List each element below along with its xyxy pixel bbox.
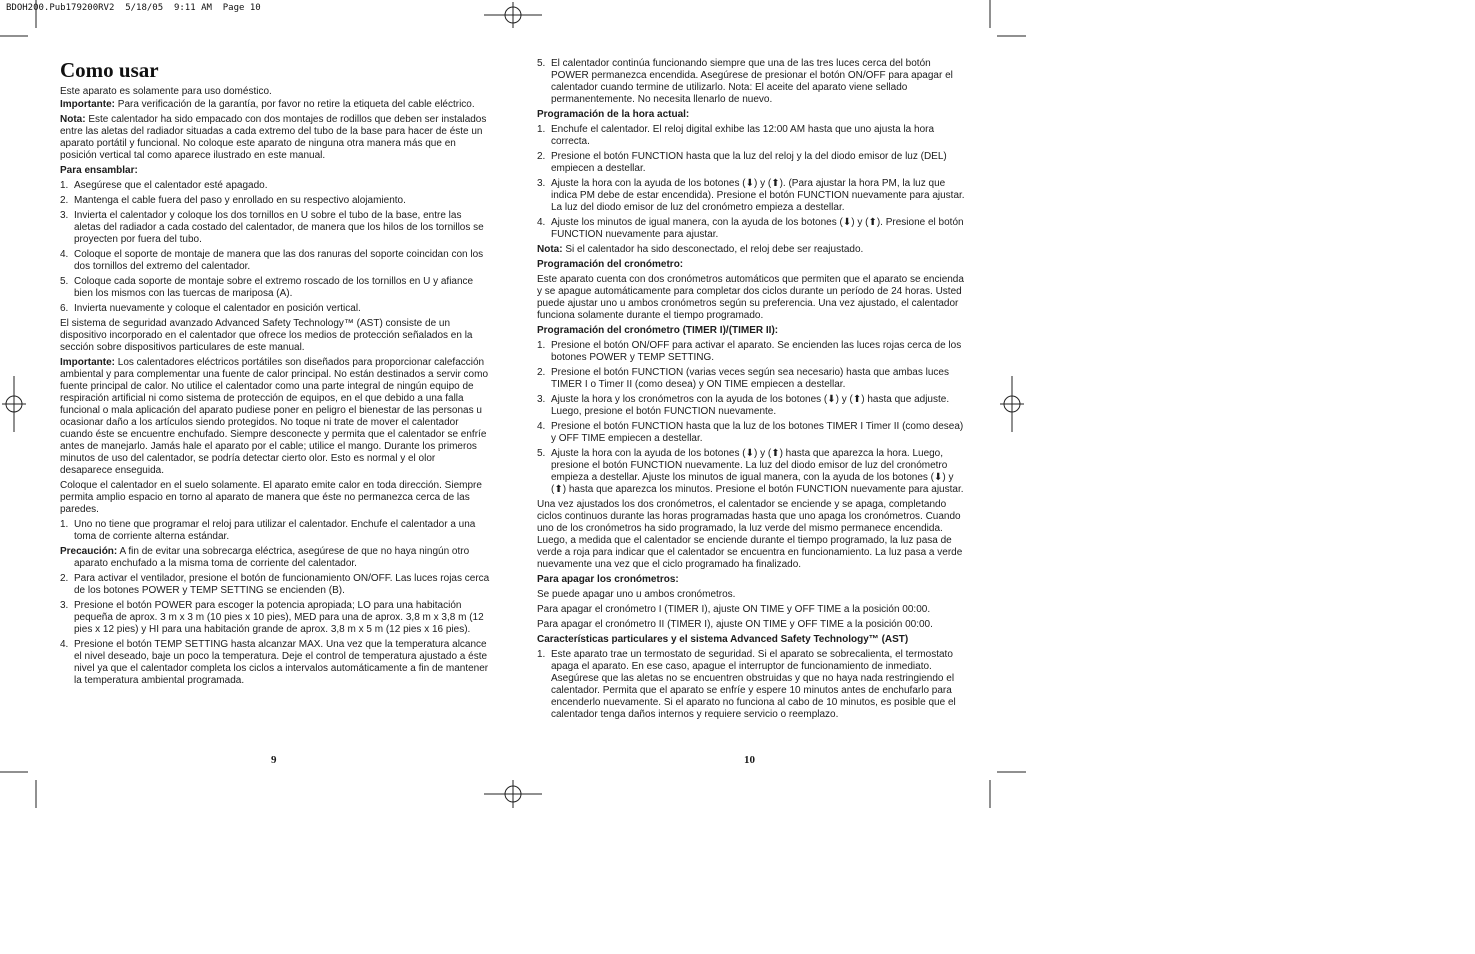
apagar-paragraph-2: Para apagar el cronómetro I (TIMER I), ajuste ON TIME y OFF TIME a la posición 00:00. [537,604,931,615]
precaucion-paragraph: Precaución: A fin de evitar una sobrecarga eléctrica, asegúrese de que no haya ningún otro aparato enchufado a la misma toma de corriente del calentador. [60,546,470,569]
list-item: 2. Presione el botón FUNCTION (varias veces según sea necesario) hasta que ambas luces TIMER I o Timer II (como desea) y ON TIME empiecen a destellar. [537,367,949,390]
print-slug: BDOH200.Pub179200RV2 5/18/05 9:11 AM Page 10 [6,3,261,13]
list-item: 1. Presione el botón ON/OFF para activar el aparato. Se encienden las luces rojas cerca de los botones POWER y TEMP SETTING. [537,340,962,363]
list-item: 2. Para activar el ventilador, presione el botón de funcionamiento ON/OFF. Las luces rojas cerca de los botones POWER y TEMP SETTING se encienden (B). [60,573,490,596]
arrow-down-icon: ⬇ [842,217,852,228]
list-item: 5. El calentador continúa funcionando siempre que una de las tres luces cerca del botón POWER permanezca encendida. Asegúrese de presionar el botón ON/OFF para apagar el calentador cuando termine de utilizarlo. Nota: El aceite del aparato viene sellado permanentemente. No necesita llenarlo de nuevo. [537,58,953,105]
timer-cycles-paragraph: Una vez ajustados los dos cronómetros, el calentador se enciende y se apaga, completando ciclos continuos durante las horas programadas hasta que uno apaga los cronómetros. Cuando uno de los cronómetros ha sido programado, la luz verde del mismo permanece encendida. Luego, a medida que el calentador se enciende durante el tiempo programado, la luz pasa de verde a roja para indicar que el calentador se encuentra en funcionamiento. La luz pasa a verde nuevamente una vez que el ciclo programado ha finalizado. [537,499,963,570]
apagar-paragraph-3: Para apagar el cronómetro II (TIMER I), ajuste ON TIME y OFF TIME a la posición 00:00. [537,619,933,630]
heading-ensamblar: Para ensamblar: [60,165,138,176]
timer-intro-paragraph: Este aparato cuenta con dos cronómetros automáticos que permiten que el aparato se encienda y se apague automáticamente para completar dos ciclos durante un período de 24 horas. Usted puede ajustar uno u ambos cronómetros según su preferencia. Una vez ajustado, el calentador funciona solamente durante el tiempo programado. [537,274,964,321]
importante-warranty-paragraph: Importante: Para verificación de la garantía, por favor no retire la etiqueta del cable eléctrico. [60,99,475,110]
timer-steps-list [537,340,970,496]
nota-reset-paragraph: Nota: Si el calentador ha sido desconectado, el reloj debe ser reajustado. [537,244,864,255]
heading-apagar: Para apagar los cronómetros: [537,574,679,585]
arrow-up-icon: ⬆ [771,448,780,459]
heading-timer: Programación del cronómetro (TIMER I)/(TIMER II): [537,325,779,336]
list-item: 4. Presione el botón TEMP SETTING hasta alcanzar MAX. Una vez que la temperatura alcance el nivel deseado, baje un poco la temperatura. Deje el control de temperatura ajustado a éste nivel ya que el calentador completa los ciclos a intervalos automáticamente a fin de mantener la temperatura ambiental programada. [60,639,489,686]
arrow-up-icon: ⬆ [852,394,862,405]
list-item: 6. Invierta nuevamente y coloque el calentador en posición vertical. [60,303,361,314]
floor-placement-paragraph: Coloque el calentador en el suelo solamente. El aparato emite calor en toda dirección. Siempre permita amplio espacio en torno al aparato de manera que éste no permanezca cerca de las paredes. [60,480,482,515]
usage-steps-list-continued [60,573,490,687]
list-item: 3. Ajuste la hora con la ayuda de los botones (⬇) y (⬆). (Para ajustar la hora PM, la luz que indica PM debe de estar encendida). Presione el botón FUNCTION nuevamente para ajustar. La luz del diodo emisor de luz del cronómetro empieza a destellar. [537,178,965,213]
arrow-up-icon: ⬆ [868,217,877,228]
list-item: 1. Asegúrese que el calentador esté apagado. [60,180,268,191]
list-item: 1. Este aparato trae un termostato de seguridad. Si el aparato se sobrecalienta, el termostato apaga el aparato. En ese caso, apague el interruptor de funcionamiento de inmediato. Asegúrese que las aletas no se encuentren obstruidas y que no haya nada restringiendo el calentador. Permita que el aparato se enfríe y espere 10 minutos antes de enchufarlo para encenderlo nuevamente. Si el aparato no funciona al cabo de 10 minutos, es posible que el calentador tenga daños internos y requiere servicio o reemplazo. [537,649,956,720]
clock-steps-list [537,124,970,241]
list-item: 3. Presione el botón POWER para escoger la potencia apropiada; LO para una habitación pequeña de aprox. 3 m x 3 m (10 pies x 10 pies), MED para una de aprox. 3,8 m x 3,8 m (12 pies x 12 pies) y HI para una habitación grande de aprox. 3,8 m x 5 m (12 pies x 16 pies). [60,600,484,635]
page-number-right: 10 [744,754,755,766]
importante-safety-paragraph: Importante: Los calentadores eléctricos portátiles son diseñados para proporcionar calefacción ambiental y para complementar una fuente de calor principal. No están destinados a servir como fuente principal de calor. No utilice el calentador como una parte integral de ningún equipo de respiración artificial ni como sistema de protección de equipos, en el que debido a una falla funcional o mala aplicación del aparato pudiese poner en peligro el bienestar de las personas u ocasionar daño a los artículos siendo protegidos. No toque ni trate de mover el calentador cuando éste se encuentre enchufado. Siempre desconecte y permita que el calentador se enfríe antes de manejarlo. Jamás hale el aparato por el cable; utilice el mango. Durante los primeros minutos de uso del calentador, se podría detectar cierto olor. Esto es normal y el olor desaparece enseguida. [60,357,489,476]
list-item: 4. Presione el botón FUNCTION hasta que la luz de los botones TIMER I Timer II (como desea) y OFF TIME empiecen a destellar. [537,421,964,444]
list-item: 3. Ajuste la hora y los cronómetros con la ayuda de los botones (⬇) y (⬆) hasta que adjuste. Luego, presione el botón FUNCTION nuevamente. [537,394,950,417]
assembly-steps-list [60,180,490,315]
list-item: 1. Uno no tiene que programar el reloj para utilizar el calentador. Enchufe el calentador a una toma de corriente alterna estándar. [60,519,476,542]
heading-cronometro: Programación del cronómetro: [537,259,684,270]
list-item: 2. Presione el botón FUNCTION hasta que la luz del reloj y la del diodo emisor de luz (DEL) empiecen a destellar. [537,151,947,174]
features-list [537,649,970,721]
arrow-down-icon: ⬇ [934,472,943,483]
right-page-column [537,58,970,724]
usage-step-5 [537,58,970,106]
list-item: 3. Invierta el calentador y coloque los dos tornillos en U sobre el tubo de la base, entre las aletas del radiador a cada costado del calentador, de manera que los hilos de los tornillos se proyecten por fuera del tubo. [60,210,484,245]
left-page-column [60,58,490,690]
list-item: 4. Coloque el soporte de montaje de manera que las dos ranuras del soporte coincidan con los dos tornillos del extremo del calentador. [60,249,484,272]
list-item: 1. Enchufe el calentador. El reloj digital exhibe las 12:00 AM hasta que uno ajusta la hora correcta. [537,124,935,147]
heading-caracteristicas: Características particulares y el sistema Advanced Safety Technology™ (AST) [537,634,909,645]
arrow-down-icon: ⬇ [745,178,754,189]
list-item: 5. Ajuste la hora con la ayuda de los botones (⬇) y (⬆) hasta que aparezca la hora. Luego, presione el botón FUNCTION nuevamente. La luz del diodo emisor de luz del cronómetro empieza a destellar. Ajuste los minutos de igual manera, con la ayuda de los botones (⬇) y (⬆) hasta que aparezca los minutos. Presione el botón FUNCTION nuevamente para ajustar. [537,448,964,495]
arrow-up-icon: ⬆ [554,484,563,495]
apagar-paragraph-1: Se puede apagar uno u ambos cronómetros. [537,589,736,600]
intro-paragraph: Este aparato es solamente para uso doméstico. [60,86,272,97]
arrow-up-icon: ⬆ [771,178,780,189]
nota-paragraph: Nota: Este calentador ha sido empacado con dos montajes de rodillos que deben ser instalados entre las aletas del radiador situadas a cada extremo del tubo de la base para hacer de éste un aparato portátil y funcional. No coloque este aparato de ninguna otra manera más que en posición vertical tal como aparece ilustrado en este manual. [60,114,487,161]
arrow-down-icon: ⬇ [827,394,836,405]
usage-steps-list [60,519,490,543]
list-item: 2. Mantenga el cable fuera del paso y enrollado en su respectivo alojamiento. [60,195,406,206]
page-title: Como usar [60,58,159,82]
page-number-left: 9 [271,754,277,766]
heading-hora-actual: Programación de la hora actual: [537,109,690,120]
ast-paragraph: El sistema de seguridad avanzado Advanced Safety Technology™ (AST) consiste de un dispositivo incorporado en el calentador que ofrece los medios de protección señalados en la sección sobre dispositivos particulares de este manual. [60,318,473,353]
list-item: 4. Ajuste los minutos de igual manera, con la ayuda de los botones (⬇) y (⬆). Presione el botón FUNCTION nuevamente para ajustar. [537,217,964,240]
arrow-down-icon: ⬇ [745,448,754,459]
list-item: 5. Coloque cada soporte de montaje sobre el extremo roscado de los tornillos en U y afiance bien los mismos con las tuercas de mariposa (A). [60,276,474,299]
